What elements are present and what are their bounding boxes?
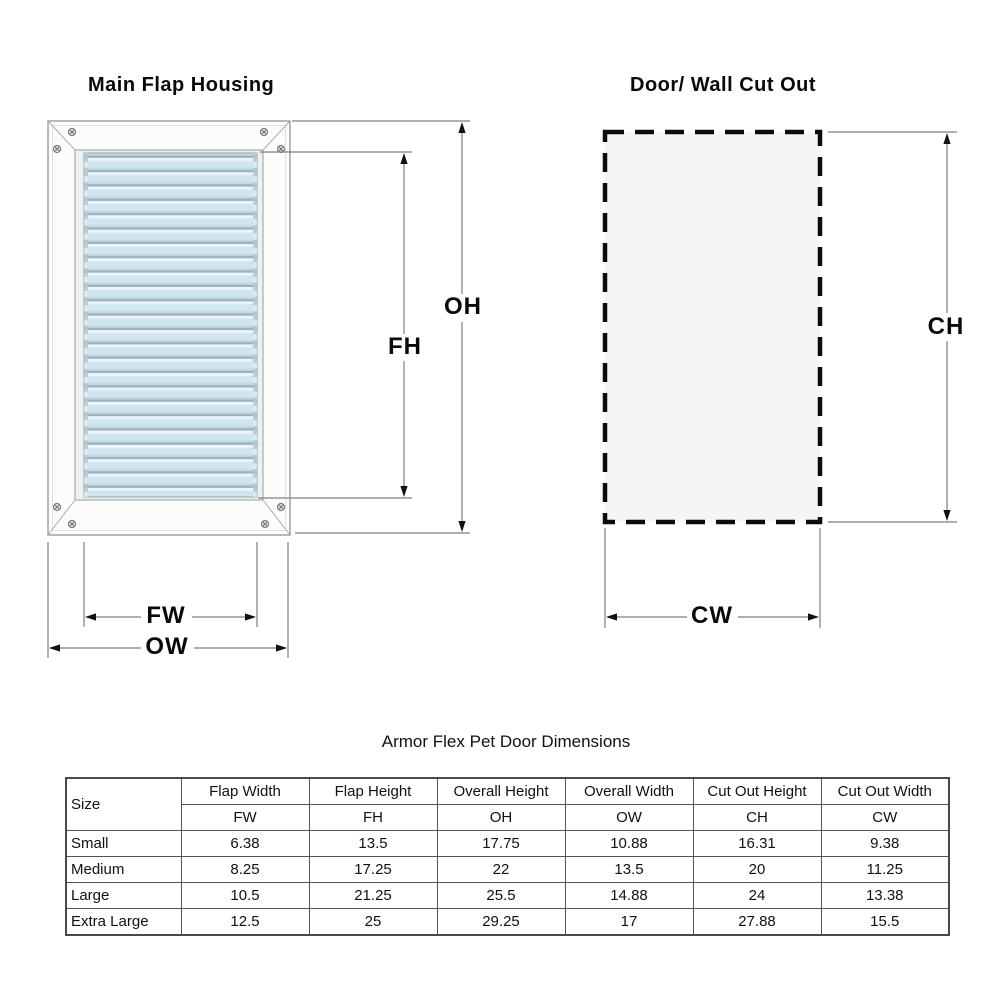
col-abbr-ch: CH xyxy=(693,805,821,831)
table-title: Armor Flex Pet Door Dimensions xyxy=(381,732,631,751)
cutout-title: Door/ Wall Cut Out xyxy=(630,74,817,96)
label-fw: FW xyxy=(146,602,186,629)
label-ch: CH xyxy=(927,313,965,340)
cell: 11.25 xyxy=(821,857,949,883)
housing-figure xyxy=(48,121,470,658)
dimensions-table xyxy=(65,777,950,936)
cell-size: Small xyxy=(66,831,181,857)
cell: 17.75 xyxy=(437,831,565,857)
col-header-flap-height: Flap Height xyxy=(309,778,437,805)
label-oh: OH xyxy=(444,293,482,320)
cell: 13.38 xyxy=(821,883,949,909)
cell: 22 xyxy=(437,857,565,883)
screw-icon xyxy=(68,128,75,135)
col-abbr-fw: FW xyxy=(181,805,309,831)
cell: 13.5 xyxy=(309,831,437,857)
col-header-size: Size xyxy=(66,778,181,831)
col-abbr-fh: FH xyxy=(309,805,437,831)
cell-size: Medium xyxy=(66,857,181,883)
cell: 27.88 xyxy=(693,909,821,936)
cell: 20 xyxy=(693,857,821,883)
cell: 17 xyxy=(565,909,693,936)
col-header-cut-out-width: Cut Out Width xyxy=(821,778,949,805)
screw-icon xyxy=(68,520,75,527)
col-abbr-oh: OH xyxy=(437,805,565,831)
cell: 13.5 xyxy=(565,857,693,883)
label-cw: CW xyxy=(691,602,733,629)
cell: 25.5 xyxy=(437,883,565,909)
col-abbr-cw: CW xyxy=(821,805,949,831)
col-header-overall-height: Overall Height xyxy=(437,778,565,805)
cutout-dashed-rect xyxy=(605,132,820,522)
cell: 17.25 xyxy=(309,857,437,883)
screw-icon xyxy=(277,503,284,510)
screw-icon xyxy=(261,520,268,527)
table-row xyxy=(66,909,949,936)
cell: 25 xyxy=(309,909,437,936)
cell: 8.25 xyxy=(181,857,309,883)
cell: 21.25 xyxy=(309,883,437,909)
cell-size: Large xyxy=(66,883,181,909)
housing-title: Main Flap Housing xyxy=(88,74,275,96)
screw-icon xyxy=(53,503,60,510)
table-header-row-labels xyxy=(66,778,949,805)
cell: 29.25 xyxy=(437,909,565,936)
col-header-flap-width: Flap Width xyxy=(181,778,309,805)
screw-icon xyxy=(260,128,267,135)
cell: 9.38 xyxy=(821,831,949,857)
cell: 15.5 xyxy=(821,909,949,936)
housing-flap xyxy=(84,153,257,497)
flap-right-edge xyxy=(253,153,257,497)
flap-left-edge xyxy=(84,153,88,497)
cell: 24 xyxy=(693,883,821,909)
col-abbr-ow: OW xyxy=(565,805,693,831)
col-header-overall-width: Overall Width xyxy=(565,778,693,805)
table-row xyxy=(66,831,949,857)
label-fh: FH xyxy=(388,333,422,360)
table-row xyxy=(66,857,949,883)
cell: 10.5 xyxy=(181,883,309,909)
cell-size: Extra Large xyxy=(66,909,181,936)
col-header-cut-out-height: Cut Out Height xyxy=(693,778,821,805)
label-ow: OW xyxy=(145,633,189,660)
cell: 10.88 xyxy=(565,831,693,857)
screw-icon xyxy=(53,145,60,152)
cell: 6.38 xyxy=(181,831,309,857)
table-row xyxy=(66,883,949,909)
cell: 14.88 xyxy=(565,883,693,909)
cell: 16.31 xyxy=(693,831,821,857)
cell: 12.5 xyxy=(181,909,309,936)
table-header-row-abbrs xyxy=(66,805,949,831)
cutout-figure xyxy=(605,132,957,628)
